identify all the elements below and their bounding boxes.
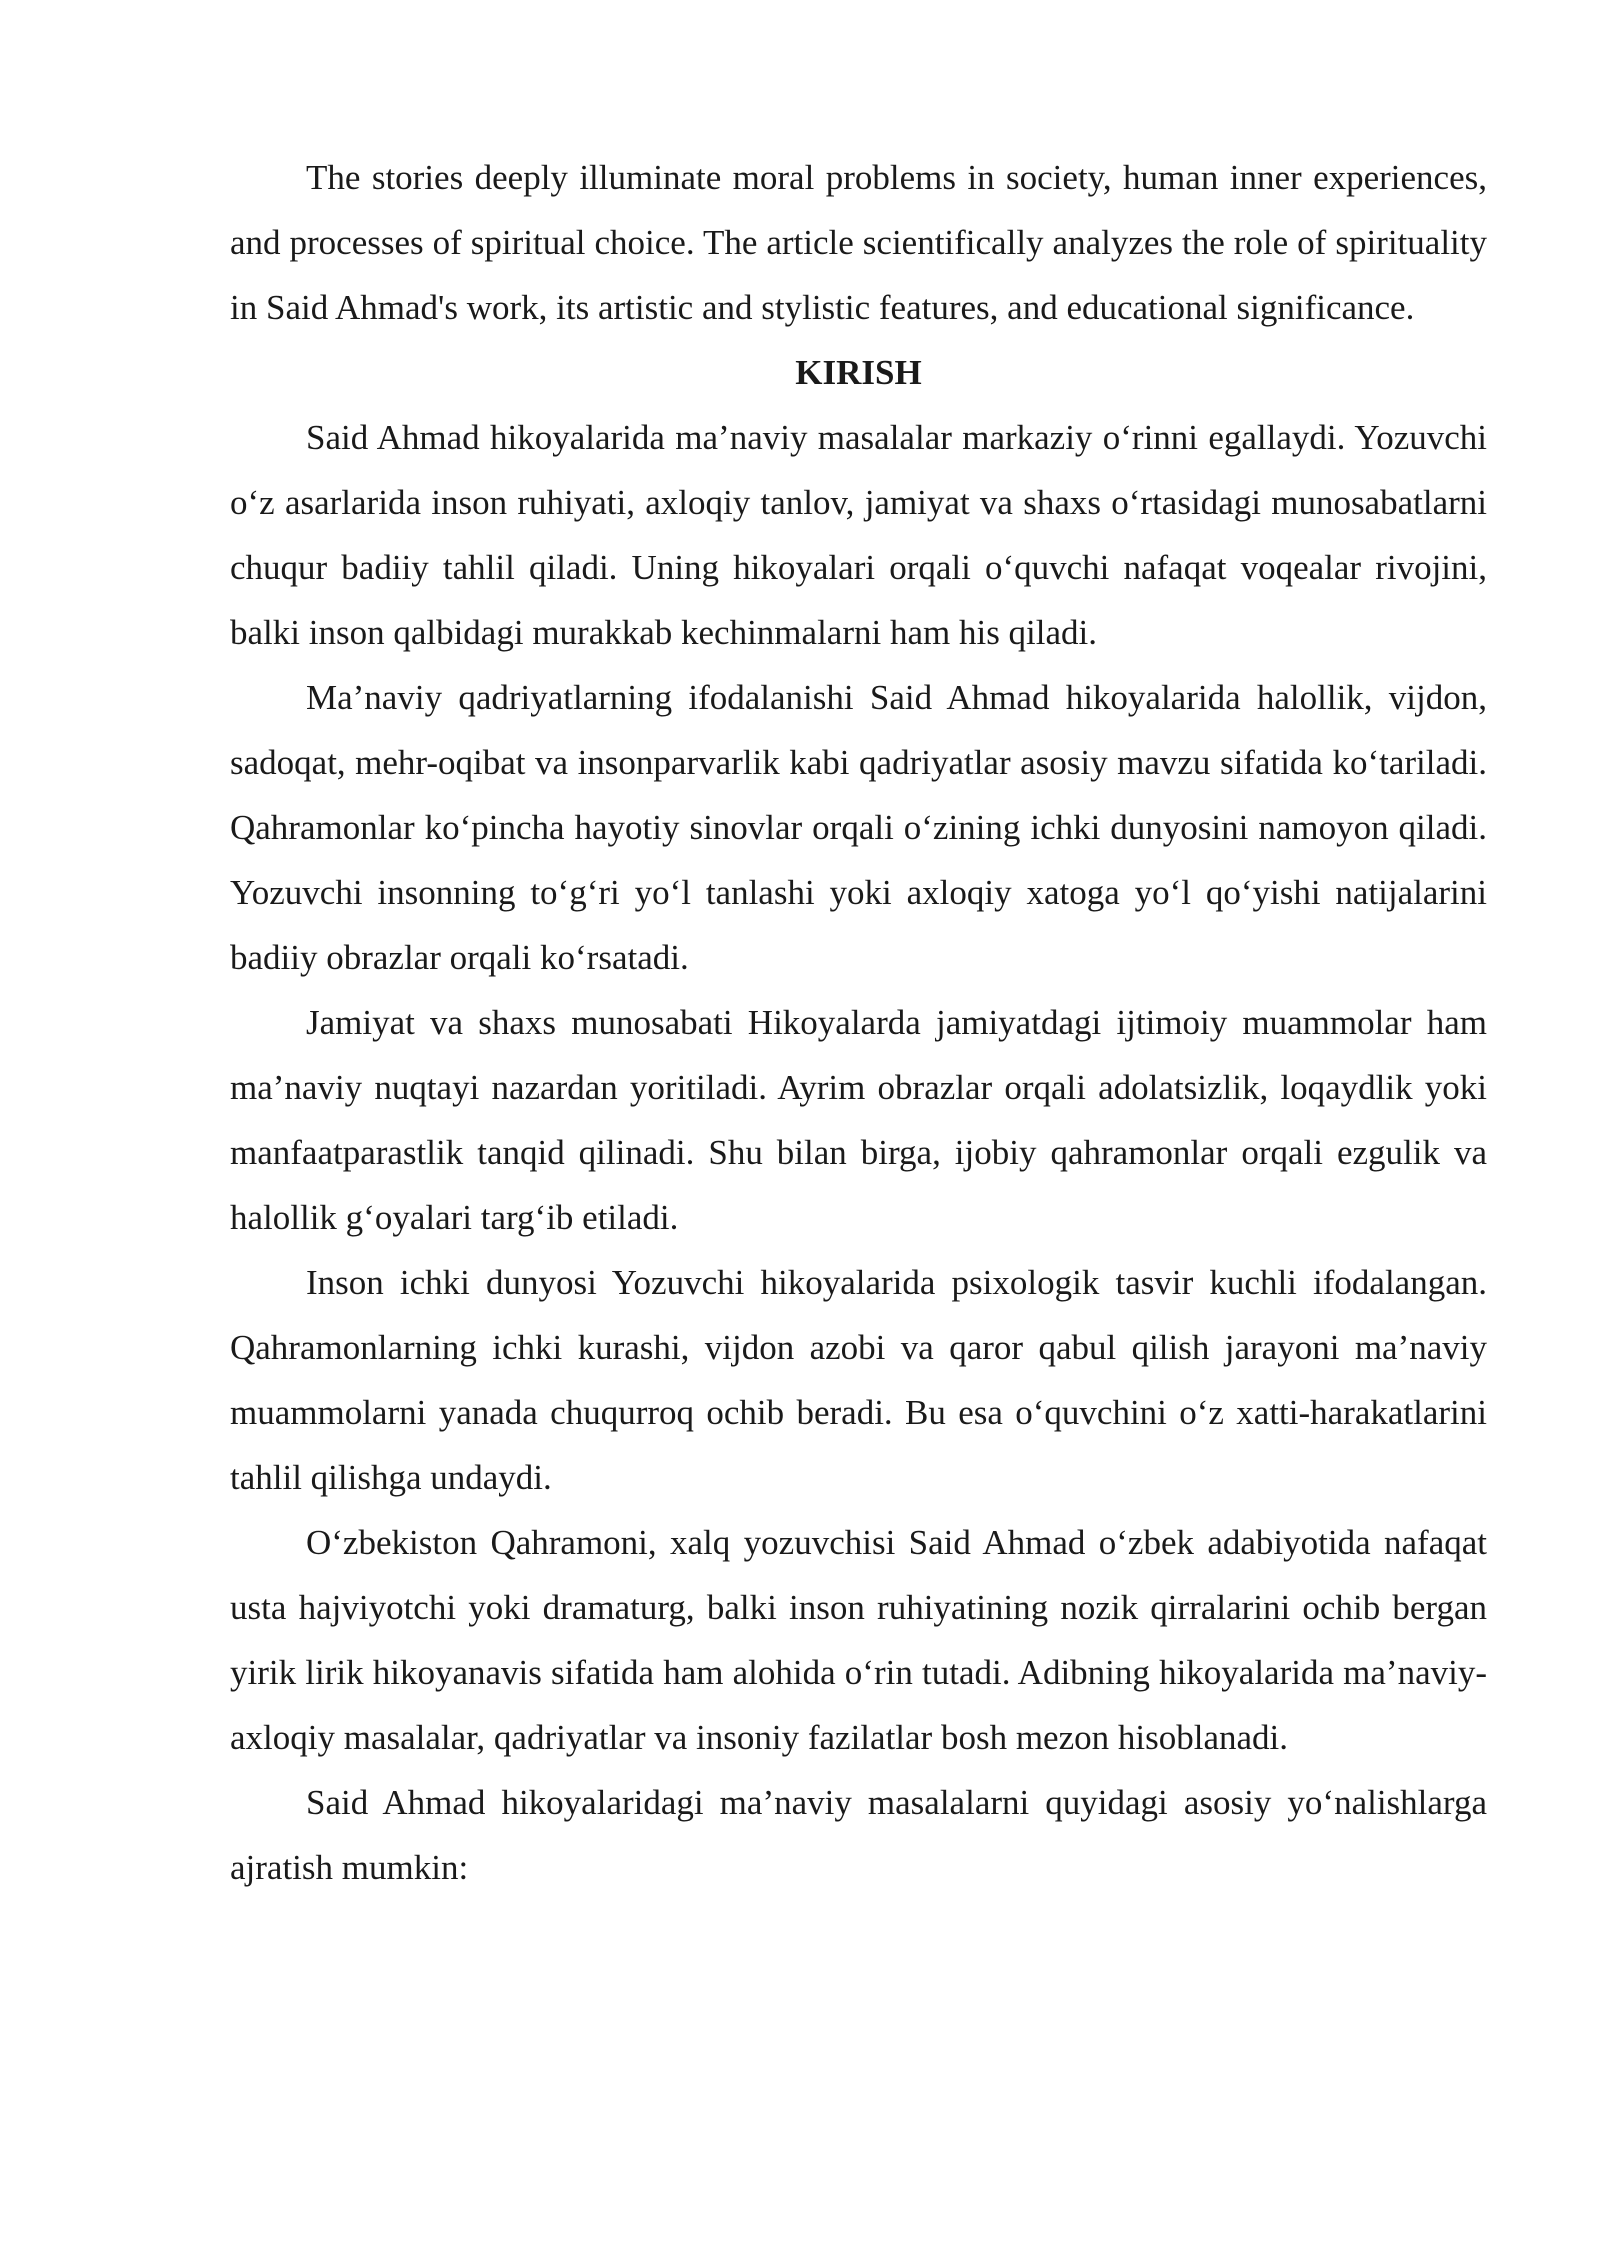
abstract-paragraph: The stories deeply illuminate moral problems in society, human inner experiences, and processes of spiritual choice. The article scientifically analyzes the role of spirituality in Said Ahmad's work, its artistic and stylistic features, and educational significance. [230,158,1487,327]
body-paragraph-2: Ma’naviy qadriyatlarning ifodalanishi Said Ahmad hikoyalarida halollik, vijdon, sadoqat, mehr-oqibat va insonparvarlik kabi qadriyatlar asosiy mavzu sifatida ko‘tariladi. Qahramonlar ko‘pincha hayotiy sinovlar orqali o‘zining ichki dunyosini namoyon qiladi. Yozuvchi insonning to‘g‘ri yo‘l tanlashi yoki axloqiy xatoga yo‘l qo‘yishi natijalarini badiiy obrazlar orqali ko‘rsatadi. [230,678,1487,977]
body-paragraph-1: Said Ahmad hikoyalarida ma’naviy masalalar markaziy o‘rinni egallaydi. Yozuvchi o‘z asarlarida inson ruhiyati, axloqiy tanlov, jamiyat va shaxs o‘rtasidagi munosabatlarni chuqur badiiy tahlil qiladi. Uning hikoyalari orqali o‘quvchi nafaqat voqealar rivojini, balki inson qalbidagi murakkab kechinmalarni ham his qiladi. [230,418,1487,652]
body-paragraph-4: Inson ichki dunyosi Yozuvchi hikoyalarida psixologik tasvir kuchli ifodalangan. Qahramonlarning ichki kurashi, vijdon azobi va qaror qabul qilish jarayoni ma’naviy muammolarni yanada chuqurroq ochib beradi. Bu esa o‘quvchini o‘z xatti-harakatlarini tahlil qilishga undaydi. [230,1263,1487,1497]
section-heading: KIRISH [795,353,922,392]
body-paragraph-3: Jamiyat va shaxs munosabati Hikoyalarda jamiyatdagi ijtimoiy muammolar ham ma’naviy nuqtayi nazardan yoritiladi. Ayrim obrazlar orqali adolatsizlik, loqaydlik yoki manfaatparastlik tanqid qilinadi. Shu bilan birga, ijobiy qahramonlar orqali ezgulik va halollik g‘oyalari targ‘ib etiladi. [230,1003,1487,1237]
document-body [230,145,1487,1900]
body-paragraph-6: Said Ahmad hikoyalaridagi ma’naviy masalalarni quyidagi asosiy yo‘nalishlarga ajratish mumkin: [230,1783,1487,1887]
body-paragraph-5: O‘zbekiston Qahramoni, xalq yozuvchisi Said Ahmad o‘zbek adabiyotida nafaqat usta hajviyotchi yoki dramaturg, balki inson ruhiyatining nozik qirralarini ochib bergan yirik lirik hikoyanavis sifatida ham alohida o‘rin tutadi. Adibning hikoyalarida ma’naviy-axloqiy masalalar, qadriyatlar va insoniy fazilatlar bosh mezon hisoblanadi. [230,1523,1487,1757]
